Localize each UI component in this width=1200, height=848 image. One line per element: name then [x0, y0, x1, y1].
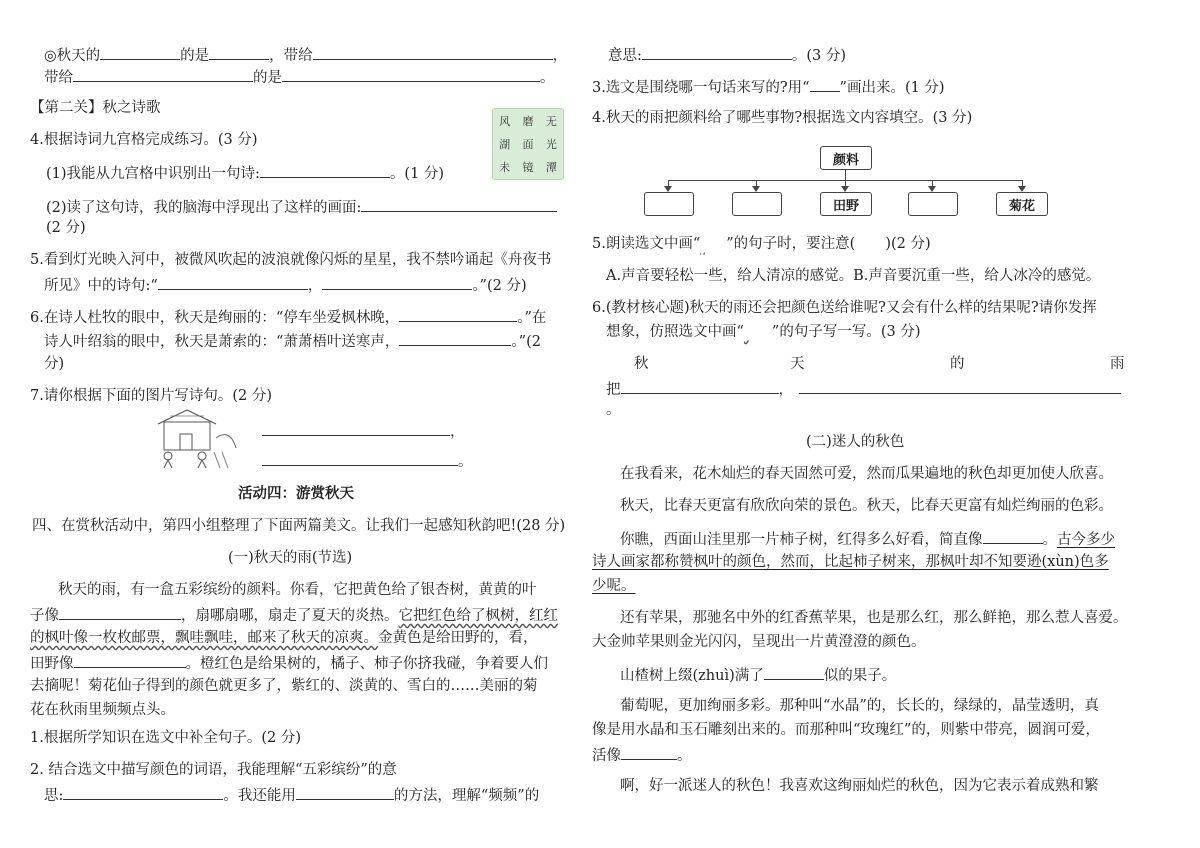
- writing-char: 的: [950, 356, 965, 372]
- text: 的是: [253, 70, 282, 86]
- diagram-box-3: 田野: [820, 192, 872, 216]
- question-5: [592, 234, 931, 254]
- text: 田野像: [30, 656, 74, 672]
- blank[interactable]: [59, 604, 181, 620]
- blank[interactable]: [799, 378, 1121, 394]
- writing-end: 。: [606, 402, 621, 418]
- text: )(2 分): [885, 236, 931, 252]
- blank[interactable]: [983, 528, 1043, 544]
- text: 。”(2 分): [472, 278, 527, 294]
- underlined-sentence: 诗人画家都称赞枫叶的颜色，然而，比起柿子树来，那枫叶却不知要逊(xùn)色多: [592, 554, 1109, 570]
- question-6-line2: [44, 330, 541, 352]
- part4-instruction: 四、在赏秋活动中，第四小组整理了下面两篇美文。让我们一起感知秋韵吧!(28 分): [32, 518, 566, 534]
- text: 山楂树上缀(zhuì)满了: [620, 668, 764, 684]
- text: 把: [606, 382, 621, 398]
- blank[interactable]: [322, 274, 472, 290]
- diagram-box-5: 菊花: [996, 192, 1048, 216]
- text: 诗人叶绍翁的眼中，秋天是萧索的：“萧萧梧叶送寒声，: [44, 334, 400, 350]
- blank[interactable]: [296, 784, 394, 800]
- essay2-p2: 秋天，比春天更富有欣欣向荣的景色。秋天，比春天更富有灿烂绚丽的色彩。: [620, 498, 1113, 514]
- essay1-line1: 秋天的雨，有一盒五彩缤纷的颜料。你看，它把黄色给了银杏树，黄黄的叶: [58, 582, 537, 598]
- text: 想象，仿照选文中画“: [606, 324, 744, 340]
- grid-cell: 潭: [545, 161, 557, 175]
- diagram-box-4[interactable]: [908, 192, 958, 216]
- blank[interactable]: [260, 162, 390, 178]
- text: 。: [458, 454, 473, 470]
- question-7: 7.请你根据下面的图片写诗句。(2 分): [30, 388, 272, 404]
- question-7-line1: [262, 420, 465, 442]
- text: 的是: [180, 48, 210, 64]
- blank[interactable]: [313, 44, 553, 60]
- text: 。: [1042, 532, 1057, 548]
- text: 6.在诗人杜牧的眼中，秋天是绚丽的：“停车坐爱枫林晚，: [30, 310, 400, 326]
- writing-line: [606, 378, 1121, 400]
- text: 。: [540, 70, 555, 86]
- text: ◎秋天的: [44, 48, 101, 64]
- question-5-line2: [44, 274, 527, 296]
- grid-cell: 湖: [499, 137, 511, 151]
- question-3: [592, 76, 945, 98]
- text: ”的句子写一写。(3 分): [771, 324, 921, 340]
- underlined-sentence: 少呢。: [592, 578, 636, 594]
- text: 。”(2: [511, 334, 541, 350]
- text: ，带给: [269, 48, 313, 64]
- text: 的方法，理解“频频”的: [393, 788, 540, 804]
- essay1-q2-line1: 2. 结合选文中描写颜色的词语，我能理解“五彩缤纷”的意: [30, 762, 397, 778]
- blank[interactable]: [764, 664, 824, 680]
- grid-cell: 磨: [522, 114, 534, 128]
- essay2-p5: [620, 664, 896, 686]
- text: 所见》中的诗句:“: [44, 278, 158, 294]
- essay1-line3: [30, 628, 538, 648]
- blank[interactable]: [209, 44, 269, 60]
- blank[interactable]: [642, 44, 792, 60]
- question-6-line2: [606, 322, 920, 342]
- text: ，: [307, 278, 323, 294]
- question-5-options: A.声音要轻松一些，给人清凉的感觉。B.声音要沉重一些，给人冰冷的感觉。: [606, 268, 1101, 284]
- grid-cell: 未: [499, 161, 511, 175]
- blank[interactable]: [158, 274, 308, 290]
- text: 。(1 分): [389, 166, 445, 182]
- essay2-title: (二)迷人的秋色: [806, 434, 905, 450]
- text: (2)读了这句诗，我的脑海中浮现出了这样的画面:: [46, 200, 362, 216]
- text: ”的句子时，要注意(: [726, 236, 856, 252]
- blank[interactable]: [399, 330, 511, 346]
- blank[interactable]: [74, 652, 186, 668]
- text: ，扇哪扇哪，扇走了夏天的炎热。: [181, 608, 399, 624]
- essay1-title: (一)秋天的雨(节选): [228, 550, 353, 566]
- grid-cell: 风: [499, 114, 511, 128]
- grid-cell: 面: [522, 137, 534, 151]
- essay2-p7: 啊，好一派迷人的秋色！我喜欢这绚丽灿烂的秋色，因为它表示着成熟和繁: [620, 778, 1099, 794]
- diagram-top-box: 颜料: [820, 146, 872, 170]
- diagram-connector: [845, 170, 846, 180]
- writing-char: 秋: [634, 356, 649, 372]
- text: 带给: [44, 70, 73, 86]
- underlined-sentence: 古今多少: [1057, 532, 1115, 548]
- wavy-mark: [744, 322, 772, 342]
- section2-heading: 【第二关】秋之诗歌: [30, 100, 161, 116]
- question-4-1: [46, 162, 444, 184]
- text: ，: [450, 424, 465, 440]
- wavy-sentence: 它把红色给了枫树，红红: [398, 608, 558, 624]
- text: 意思:: [608, 48, 642, 64]
- text: 。: [677, 748, 692, 764]
- blank[interactable]: [262, 420, 450, 436]
- line2: [44, 66, 555, 88]
- grid-cell: 无: [545, 114, 557, 128]
- essay2-p3-line1: [620, 528, 1115, 550]
- writing-char: 雨: [1110, 356, 1125, 372]
- question-6-score: 分): [44, 356, 65, 372]
- essay1-q1: 1.根据所学知识在选文中补全句子。(2 分): [30, 730, 301, 746]
- line1: [44, 44, 567, 66]
- essay2-p3-line2: [592, 552, 1109, 572]
- text: ，: [778, 382, 793, 398]
- essay2-p1: 在我看来，花木灿烂的春天固然可爱，然而瓜果遍地的秋色却更加使人欣喜。: [620, 466, 1113, 482]
- essay2-p6-line2: 像是用水晶和玉石雕刻出来的。而那种叫“玫瑰红”的，则紫中带亮，圆润可爱，: [592, 722, 1100, 738]
- poem-grid: [492, 108, 564, 180]
- question-6-line1: [30, 306, 546, 328]
- diagram-box-1[interactable]: [644, 192, 694, 216]
- text: 5.朗读选文中画“: [592, 236, 701, 252]
- text: 。(3 分): [791, 48, 847, 64]
- blank[interactable]: [262, 450, 458, 466]
- essay1-line5: 去摘呢！菊花仙子得到的颜色就更多了，紫红的、淡黄的、雪白的……美丽的菊: [30, 678, 538, 694]
- writing-char: 天: [790, 356, 805, 372]
- essay1-line2: [30, 604, 558, 626]
- essay1-q2-line2: [44, 784, 539, 806]
- blank[interactable]: [73, 66, 253, 82]
- wavy-mark: [700, 234, 726, 254]
- text: 3.选文是围绕哪一句话来写的?用“: [592, 80, 810, 96]
- grid-cell: 镜: [522, 161, 534, 175]
- question-6-line1: 6.(教材核心题)秋天的雨还会把颜色送给谁呢?又会有什么样的结果呢?请你发挥: [592, 300, 1097, 316]
- text: 。我还能用: [223, 788, 296, 804]
- essay2-p4-line1: 还有苹果，那驰名中外的红香蕉苹果，也是那么红，那么鲜艳，那么惹人喜爱。: [620, 610, 1128, 626]
- question-4-2: [46, 196, 557, 218]
- blank[interactable]: [621, 378, 779, 394]
- question-7-line2: [262, 450, 473, 472]
- essay2-p4-line2: 大金帅苹果则金光闪闪，呈现出一片黄澄澄的颜色。: [592, 634, 926, 650]
- text: 思:: [44, 788, 64, 804]
- blank[interactable]: [100, 44, 180, 60]
- diagram-box-2[interactable]: [732, 192, 782, 216]
- blank[interactable]: [282, 66, 540, 82]
- text: 子像: [30, 608, 59, 624]
- grid-cell: 光: [545, 137, 557, 151]
- text: 金黄色是给田野的，看，: [378, 630, 538, 646]
- text: ”画出来。(1 分): [839, 80, 945, 96]
- activity-heading: 活动四：游赏秋天: [238, 485, 354, 502]
- text: 活像: [592, 748, 621, 764]
- wavy-sentence: 的枫叶像一枚枚邮票，飘哇飘哇，邮来了秋天的凉爽。: [30, 630, 378, 646]
- blank[interactable]: [810, 76, 840, 92]
- text: 似的果子。: [823, 668, 897, 684]
- right-line1: [608, 44, 846, 66]
- essay2-p6-line1: 葡萄呢，更加绚丽多彩。那种叫“水晶”的，长长的，绿绿的，晶莹透明，真: [620, 698, 1099, 714]
- village-illustration-icon: [150, 408, 242, 470]
- question-4: 4.秋天的雨把颜料给了哪些事物?根据选文内容填空。(3 分): [592, 110, 973, 126]
- blank[interactable]: [399, 306, 517, 322]
- text: (1)我能从九宫格中识别出一句诗:: [46, 166, 260, 182]
- essay2-p6-line3: [592, 744, 692, 766]
- text: 。橙红色是给果树的，橘子、柿子你挤我碰，争着要人们: [185, 656, 548, 672]
- essay1-line6: 花在秋雨里频频点头。: [30, 702, 175, 718]
- text: ，: [552, 48, 568, 64]
- blank[interactable]: [361, 196, 557, 212]
- essay1-line4: [30, 652, 548, 674]
- text: 。”在: [517, 310, 547, 326]
- blank[interactable]: [621, 744, 677, 760]
- blank[interactable]: [63, 784, 223, 800]
- essay2-p3-line3: [592, 576, 636, 596]
- text: 你瞧，西面山洼里那一片柿子树，红得多么好看，简直像: [620, 532, 983, 548]
- question-4: 4.根据诗词九宫格完成练习。(3 分): [30, 132, 258, 148]
- question-5-line1: 5.看到灯光映入河中，被微风吹起的波浪就像闪烁的星星，我不禁吟诵起《舟夜书: [30, 252, 552, 268]
- question-4-2-score: (2 分): [46, 220, 86, 236]
